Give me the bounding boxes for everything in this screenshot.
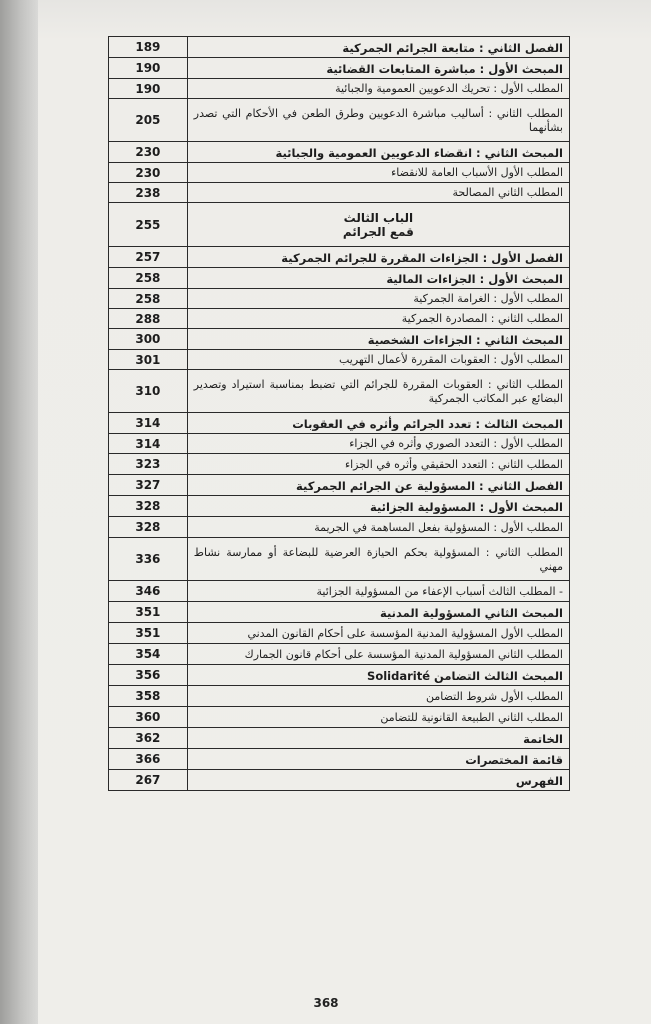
toc-title-text: المطلب الثاني : أساليب مباشرة الدعويين وطرق الطعن في الأحكام التي تصدر بشأنهما <box>193 106 563 134</box>
toc-page-number: 362 <box>109 728 188 749</box>
toc-title-text: الباب الثالث <box>343 211 414 225</box>
toc-row <box>109 99 570 142</box>
toc-title-text: المبحث الأول : الجزاءات المالية <box>386 271 563 286</box>
toc-page-number: 205 <box>109 99 188 142</box>
toc-entry-title <box>187 475 569 496</box>
toc-entry-title <box>187 203 569 247</box>
toc-title-text: - المطلب الثالث أسباب الإعفاء من المسؤولية الجزائية <box>316 584 563 598</box>
toc-entry-title <box>187 309 569 329</box>
toc-row <box>109 496 570 517</box>
toc-entry-title <box>187 644 569 665</box>
toc-title-text: المبحث الثاني المسؤولية المدنية <box>380 605 563 620</box>
toc-entry-title <box>187 268 569 289</box>
toc-entry-title <box>187 665 569 686</box>
toc-row <box>109 728 570 749</box>
toc-entry-title <box>187 79 569 99</box>
toc-title-text: المبحث الثاني : انقضاء الدعويين العمومية والجبائية <box>275 145 563 160</box>
toc-page-number: 267 <box>109 770 188 791</box>
toc-entry-title <box>187 707 569 728</box>
toc-entry-title <box>187 623 569 644</box>
toc-page-number: 328 <box>109 517 188 538</box>
toc-row <box>109 329 570 350</box>
toc-row <box>109 142 570 163</box>
toc-entry-title <box>187 183 569 203</box>
toc-page-number: 358 <box>109 686 188 707</box>
toc-entry-title <box>187 602 569 623</box>
table-of-contents <box>108 36 570 791</box>
toc-page-number: 356 <box>109 665 188 686</box>
toc-page-number: 238 <box>109 183 188 203</box>
toc-row <box>109 309 570 329</box>
toc-row <box>109 581 570 602</box>
toc-row <box>109 163 570 183</box>
toc-page-number: 230 <box>109 163 188 183</box>
toc-row <box>109 434 570 454</box>
toc-page-number: 288 <box>109 309 188 329</box>
toc-page-number: 258 <box>109 268 188 289</box>
toc-page-number: 230 <box>109 142 188 163</box>
toc-row <box>109 770 570 791</box>
toc-page-number: 310 <box>109 370 188 413</box>
toc-row <box>109 475 570 496</box>
toc-row <box>109 749 570 770</box>
toc-title-text: المطلب الأول : العقوبات المقررة لأعمال التهريب <box>338 353 563 366</box>
toc-row <box>109 37 570 58</box>
toc-row <box>109 707 570 728</box>
toc-title-text: المبحث الثالث التضامن Solidarité <box>367 668 563 683</box>
toc-title-text: المطلب الأول المسؤولية المدنية المؤسسة على أحكام القانون المدني <box>247 626 563 640</box>
toc-title-text: المطلب الأول شروط التضامن <box>425 689 563 703</box>
toc-row <box>109 644 570 665</box>
toc-page-number: 327 <box>109 475 188 496</box>
toc-title-text: الفهرس <box>515 773 563 788</box>
toc-title-text: الخاتمة <box>523 731 563 746</box>
toc-entry-title <box>187 496 569 517</box>
toc-page-number: 189 <box>109 37 188 58</box>
toc-entry-title <box>187 289 569 309</box>
toc-row <box>109 79 570 99</box>
toc-page-number: 255 <box>109 203 188 247</box>
toc-title-text: الفصل الثاني : المسؤولية عن الجرائم الجمركية <box>296 478 563 493</box>
toc-page-number: 190 <box>109 79 188 99</box>
toc-entry-title <box>187 350 569 370</box>
toc-title-text: المطلب الثاني : العقوبات المقررة للجرائم التي تضبط بمناسبة استيراد وتصدير البضائع عبر المكاتب الجمركية <box>193 377 563 405</box>
toc-page-number: 300 <box>109 329 188 350</box>
toc-entry-title <box>187 434 569 454</box>
toc-row <box>109 268 570 289</box>
toc-row <box>109 289 570 309</box>
toc-row <box>109 538 570 581</box>
toc-page-number: 258 <box>109 289 188 309</box>
toc-title-text: المطلب الثاني الطبيعة القانونية للتضامن <box>380 710 563 724</box>
toc-entry-title <box>187 247 569 268</box>
toc-page-number: 190 <box>109 58 188 79</box>
toc-page-number: 354 <box>109 644 188 665</box>
toc-entry-title <box>187 728 569 749</box>
toc-row <box>109 517 570 538</box>
toc-entry-title <box>187 37 569 58</box>
toc-entry-title <box>187 454 569 475</box>
toc-page-number: 351 <box>109 602 188 623</box>
toc-title-text: المطلب الثاني المصالحة <box>452 186 563 199</box>
toc-row <box>109 58 570 79</box>
toc-row <box>109 183 570 203</box>
toc-entry-title <box>187 770 569 791</box>
toc-entry-title <box>187 581 569 602</box>
toc-entry-title <box>187 370 569 413</box>
toc-entry-title <box>187 329 569 350</box>
toc-entry-title <box>187 99 569 142</box>
toc-page-number: 351 <box>109 623 188 644</box>
toc-entry-title <box>187 517 569 538</box>
toc-title-text: المبحث الأول : المسؤولية الجزائية <box>369 499 563 514</box>
toc-page-number: 314 <box>109 413 188 434</box>
toc-row <box>109 247 570 268</box>
toc-title-text: المبحث الثالث : تعدد الجرائم وأثره في العقوبات <box>292 416 563 431</box>
toc-entry-title <box>187 163 569 183</box>
toc-page-number: 346 <box>109 581 188 602</box>
toc-title-text: الفصل الأول : الجزاءات المقررة للجرائم الجمركية <box>281 250 563 265</box>
toc-entry-title <box>187 686 569 707</box>
toc-title-text: المطلب الأول : التعدد الصوري وأثره في الجزاء <box>349 437 563 450</box>
toc-page-number: 301 <box>109 350 188 370</box>
toc-page-number: 366 <box>109 749 188 770</box>
toc-title-text: المبحث الثاني : الجزاءات الشخصية <box>367 332 563 347</box>
toc-entry-title <box>187 413 569 434</box>
toc-title-text: المطلب الثاني : التعدد الحقيقي وأثره في الجزاء <box>344 457 563 471</box>
toc-title-text: قائمة المختصرات <box>465 752 563 767</box>
toc-page-number: 328 <box>109 496 188 517</box>
toc-row <box>109 203 570 247</box>
toc-page-number: 257 <box>109 247 188 268</box>
toc-row <box>109 602 570 623</box>
toc-title-text: المطلب الثاني المسؤولية المدنية المؤسسة على أحكام قانون الجمارك <box>244 647 563 661</box>
toc-title-text: المطلب الأول : تحريك الدعويين العمومية والجبائية <box>335 82 563 95</box>
toc-row <box>109 413 570 434</box>
page-number: 368 <box>313 996 339 1010</box>
toc-title-text: المطلب الأول : الغرامة الجمركية <box>413 292 563 305</box>
toc-row <box>109 454 570 475</box>
toc-title-text: المطلب الثاني : المسؤولية بحكم الحيازة العرضية للبضاعة أو ممارسة نشاط مهني <box>193 545 563 573</box>
toc-entry-title <box>187 538 569 581</box>
toc-title-text: المبحث الأول : مباشرة المتابعات القضائية <box>326 61 563 76</box>
toc-row <box>109 665 570 686</box>
toc-row <box>109 686 570 707</box>
toc-subtitle-text: قمع الجرائم <box>342 225 414 239</box>
toc-page-number: 314 <box>109 434 188 454</box>
toc-row <box>109 623 570 644</box>
toc-page-number: 336 <box>109 538 188 581</box>
toc-row <box>109 350 570 370</box>
bleed-through-text <box>230 986 560 1000</box>
toc-title-text: المطلب الأول الأسباب العامة للانقضاء <box>391 166 563 179</box>
toc-row <box>109 370 570 413</box>
toc-title-text: الفصل الثاني : متابعة الجرائم الجمركية <box>342 40 563 55</box>
toc-title-text: المطلب الأول : المسؤولية بفعل المساهمة في الجريمة <box>314 520 563 534</box>
toc-entry-title <box>187 749 569 770</box>
toc-page-number: 360 <box>109 707 188 728</box>
toc-page-number: 323 <box>109 454 188 475</box>
toc-entry-title <box>187 142 569 163</box>
toc-title-text: المطلب الثاني : المصادرة الجمركية <box>401 312 563 325</box>
toc-entry-title <box>187 58 569 79</box>
